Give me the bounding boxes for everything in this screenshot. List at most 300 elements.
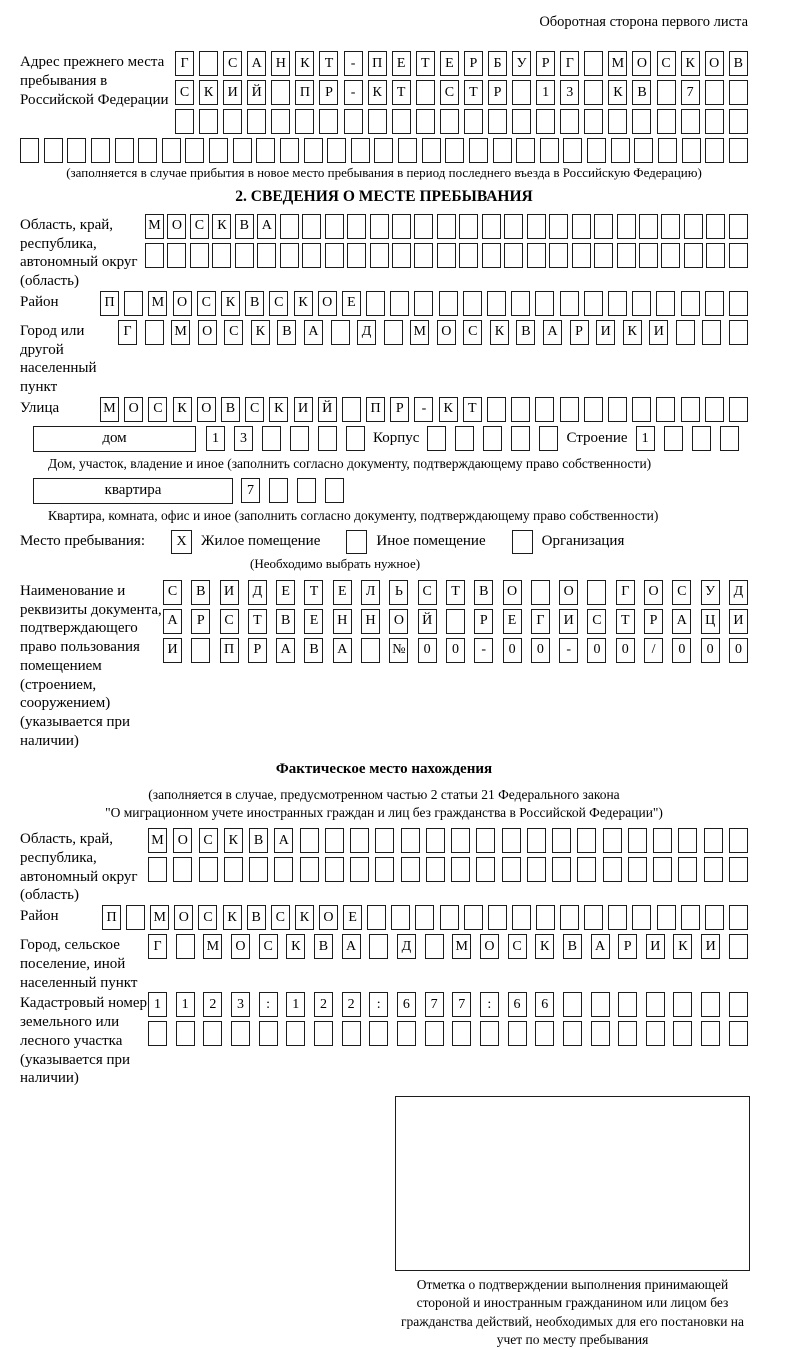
form-cell — [634, 138, 653, 163]
form-cell: И — [646, 934, 665, 959]
form-cell — [591, 992, 610, 1017]
form-cell — [300, 857, 319, 882]
stroenie-label: Строение — [566, 430, 628, 447]
form-cell — [628, 828, 647, 853]
form-cell: К — [286, 934, 305, 959]
form-cell — [681, 905, 700, 930]
form-cell — [390, 291, 409, 316]
residential-label: Жилое помещение — [201, 533, 321, 550]
form-cell: Р — [319, 80, 338, 105]
form-cell — [325, 857, 344, 882]
form-cell: 3 — [560, 80, 579, 105]
region-row-1 — [145, 214, 748, 239]
form-cell — [729, 1021, 748, 1046]
stroenie-cells — [636, 426, 739, 451]
form-cell: В — [632, 80, 651, 105]
form-cell — [167, 243, 186, 268]
form-cell — [274, 857, 293, 882]
form-cell — [511, 426, 530, 451]
cadastral-row-2 — [148, 1021, 748, 1046]
form-cell — [325, 243, 344, 268]
form-cell: К — [212, 214, 231, 239]
form-cell — [560, 905, 579, 930]
stay-option-residential — [171, 530, 320, 554]
form-cell: Б — [488, 51, 507, 76]
form-cell — [235, 243, 254, 268]
form-cell — [426, 857, 445, 882]
form-cell — [653, 857, 672, 882]
form-cell: С — [672, 580, 691, 605]
form-cell — [681, 109, 700, 134]
form-cell — [145, 243, 164, 268]
house-type-box: дом — [33, 426, 196, 452]
form-cell: А — [163, 609, 182, 634]
form-cell — [259, 1021, 278, 1046]
form-cell — [290, 426, 309, 451]
form-cell — [325, 214, 344, 239]
actual-location-title: Фактическое место нахождения — [275, 760, 493, 777]
form-cell: В — [191, 580, 210, 605]
form-cell: О — [389, 609, 408, 634]
form-cell: С — [463, 320, 482, 345]
form-cell — [203, 1021, 222, 1046]
form-cell — [502, 857, 521, 882]
form-cell — [464, 905, 483, 930]
form-cell: 0 — [531, 638, 550, 663]
form-cell — [611, 138, 630, 163]
form-cell: 0 — [587, 638, 606, 663]
region-row-2 — [145, 243, 748, 268]
form-cell: К — [490, 320, 509, 345]
form-cell: Е — [304, 609, 323, 634]
district-row — [100, 291, 748, 316]
form-cell: В — [249, 828, 268, 853]
form-cell: М — [171, 320, 190, 345]
form-cell — [701, 992, 720, 1017]
form-cell — [527, 243, 546, 268]
organization-checkbox — [512, 530, 533, 554]
form-cell — [302, 243, 321, 268]
form-cell — [445, 138, 464, 163]
actual-region-row-2 — [148, 857, 748, 882]
form-cell — [563, 1021, 582, 1046]
form-cell — [124, 291, 143, 316]
form-cell — [587, 580, 606, 605]
form-cell: Ь — [389, 580, 408, 605]
form-cell: С — [163, 580, 182, 605]
form-cell: И — [223, 80, 242, 105]
actual-district-label: Район — [20, 908, 59, 925]
form-cell — [437, 243, 456, 268]
form-cell: В — [277, 320, 296, 345]
form-cell — [173, 857, 192, 882]
form-cell — [594, 214, 613, 239]
form-cell — [681, 397, 700, 422]
form-cell: 0 — [503, 638, 522, 663]
form-cell: О — [319, 905, 338, 930]
form-cell: О — [705, 51, 724, 76]
form-cell — [67, 138, 86, 163]
form-cell — [729, 992, 748, 1017]
form-cell: Т — [319, 51, 338, 76]
form-cell — [563, 138, 582, 163]
form-cell: 2 — [314, 992, 333, 1017]
form-cell: Е — [503, 609, 522, 634]
form-cell: К — [223, 905, 242, 930]
stay-type-label: Место пребывания: — [20, 533, 145, 550]
form-cell: - — [344, 80, 363, 105]
form-cell: : — [480, 992, 499, 1017]
form-cell: В — [314, 934, 333, 959]
form-cell: Г — [118, 320, 137, 345]
cadastral-field — [20, 992, 748, 1088]
form-cell — [426, 828, 445, 853]
form-cell: М — [150, 905, 169, 930]
form-cell: Т — [616, 609, 635, 634]
form-cell: И — [220, 580, 239, 605]
form-cell: К — [294, 291, 313, 316]
form-cell: П — [368, 51, 387, 76]
form-cell — [280, 138, 299, 163]
form-cell: О — [173, 828, 192, 853]
form-cell — [126, 905, 145, 930]
form-cell — [527, 828, 546, 853]
form-cell — [325, 828, 344, 853]
form-cell: В — [474, 580, 493, 605]
form-cell — [199, 51, 218, 76]
form-cell — [209, 138, 228, 163]
form-cell — [437, 214, 456, 239]
form-cell: П — [220, 638, 239, 663]
form-cell — [549, 243, 568, 268]
form-cell — [516, 138, 535, 163]
form-cell: О — [231, 934, 250, 959]
form-cell — [632, 291, 651, 316]
form-cell: Е — [276, 580, 295, 605]
other-premises-label: Иное помещение — [376, 533, 486, 550]
actual-region-field — [20, 828, 748, 905]
city-row — [118, 320, 748, 345]
form-cell: 3 — [231, 992, 250, 1017]
form-cell — [233, 138, 252, 163]
form-cell — [367, 905, 386, 930]
form-cell — [451, 857, 470, 882]
form-cell — [681, 291, 700, 316]
form-cell — [476, 828, 495, 853]
form-cell: В — [276, 609, 295, 634]
form-cell: Н — [361, 609, 380, 634]
form-cell — [504, 214, 523, 239]
form-cell — [572, 243, 591, 268]
form-cell — [350, 857, 369, 882]
form-cell — [729, 934, 748, 959]
form-cell — [701, 1021, 720, 1046]
form-cell: Й — [247, 80, 266, 105]
form-cell — [269, 478, 288, 503]
form-cell — [280, 214, 299, 239]
form-cell — [392, 243, 411, 268]
form-cell — [271, 80, 290, 105]
form-cell: М — [410, 320, 429, 345]
form-cell — [392, 109, 411, 134]
form-cell: Д — [397, 934, 416, 959]
form-cell — [185, 138, 204, 163]
form-cell: И — [559, 609, 578, 634]
form-cell: В — [729, 51, 748, 76]
form-cell: Г — [531, 609, 550, 634]
document-row-3 — [163, 638, 748, 663]
form-cell: О — [318, 291, 337, 316]
form-cell — [488, 109, 507, 134]
form-cell: Р — [570, 320, 589, 345]
form-cell — [145, 320, 164, 345]
form-cell — [451, 828, 470, 853]
form-cell: А — [342, 934, 361, 959]
form-cell — [439, 291, 458, 316]
form-cell: К — [295, 51, 314, 76]
form-cell: И — [163, 638, 182, 663]
form-cell — [368, 109, 387, 134]
form-cell — [511, 291, 530, 316]
form-cell: О — [437, 320, 456, 345]
form-cell — [247, 109, 266, 134]
form-cell — [487, 397, 506, 422]
form-cell: С — [657, 51, 676, 76]
form-cell — [480, 1021, 499, 1046]
form-cell — [594, 243, 613, 268]
form-cell: А — [257, 214, 276, 239]
prev-address-row-1 — [175, 51, 748, 76]
form-cell: Т — [463, 397, 482, 422]
prev-address-row-3 — [175, 109, 748, 134]
actual-city-field — [20, 934, 748, 992]
form-cell — [729, 214, 748, 239]
form-cell: О — [632, 51, 651, 76]
apartment-note: Квартира, комната, офис и иное (заполнить согласно документу, подтверждающему право собственности) — [48, 507, 659, 523]
form-cell: О — [644, 580, 663, 605]
organization-label: Организация — [541, 533, 625, 550]
form-cell — [560, 109, 579, 134]
form-cell — [463, 291, 482, 316]
form-cell — [190, 243, 209, 268]
form-cell: С — [175, 80, 194, 105]
form-cell: : — [259, 992, 278, 1017]
form-cell: 6 — [397, 992, 416, 1017]
form-cell — [398, 138, 417, 163]
form-cell: 1 — [176, 992, 195, 1017]
form-cell: : — [369, 992, 388, 1017]
form-cell — [705, 905, 724, 930]
prev-address-note: (заполняется в случае прибытия в новое место пребывания в период последнего въезда в Российскую Федерацию) — [66, 165, 702, 180]
form-cell — [286, 1021, 305, 1046]
form-cell — [414, 291, 433, 316]
actual-city-label: Город, сельское поселение, иной населенный пункт — [20, 937, 138, 991]
form-cell — [512, 109, 531, 134]
form-cell — [300, 828, 319, 853]
form-cell — [440, 109, 459, 134]
form-cell — [673, 1021, 692, 1046]
actual-location-note — [20, 786, 748, 822]
form-cell: Е — [440, 51, 459, 76]
form-cell: 0 — [446, 638, 465, 663]
form-cell — [464, 109, 483, 134]
page-side-note: Оборотная сторона первого листа — [539, 14, 748, 30]
form-cell — [483, 426, 502, 451]
form-cell — [560, 397, 579, 422]
city-label: Город или другой населенный пункт — [20, 322, 97, 396]
form-cell: К — [673, 934, 692, 959]
form-cell — [729, 828, 748, 853]
form-cell: П — [295, 80, 314, 105]
form-cell: - — [414, 397, 433, 422]
form-cell: С — [259, 934, 278, 959]
form-cell — [591, 1021, 610, 1046]
form-cell: П — [100, 291, 119, 316]
form-cell — [676, 320, 695, 345]
form-cell — [369, 1021, 388, 1046]
form-cell: В — [304, 638, 323, 663]
form-cell: К — [269, 397, 288, 422]
form-cell — [476, 857, 495, 882]
form-cell: 3 — [234, 426, 253, 451]
form-cell: В — [563, 934, 582, 959]
form-cell — [632, 109, 651, 134]
form-cell — [603, 828, 622, 853]
form-cell — [577, 857, 596, 882]
street-row — [100, 397, 748, 422]
form-cell: 1 — [206, 426, 225, 451]
form-cell: О — [559, 580, 578, 605]
form-cell — [705, 397, 724, 422]
form-cell: П — [102, 905, 121, 930]
form-cell — [657, 80, 676, 105]
form-cell — [632, 905, 651, 930]
confirmation-stamp-area — [20, 1096, 748, 1349]
form-cell — [369, 934, 388, 959]
form-cell — [584, 905, 603, 930]
form-cell — [536, 905, 555, 930]
form-cell: 1 — [536, 80, 555, 105]
form-cell: С — [245, 397, 264, 422]
apartment-type-box: квартира — [33, 478, 233, 504]
document-row-2 — [163, 609, 748, 634]
form-cell: 1 — [148, 992, 167, 1017]
form-cell — [584, 80, 603, 105]
form-cell — [512, 80, 531, 105]
form-cell: А — [333, 638, 352, 663]
form-cell: Р — [536, 51, 555, 76]
form-cell — [374, 138, 393, 163]
form-cell: Г — [560, 51, 579, 76]
form-cell: 2 — [342, 992, 361, 1017]
city-field — [20, 320, 748, 397]
form-cell — [366, 291, 385, 316]
form-cell — [531, 580, 550, 605]
form-cell — [327, 138, 346, 163]
form-cell — [639, 214, 658, 239]
form-cell — [318, 426, 337, 451]
form-cell: М — [148, 828, 167, 853]
form-cell: К — [173, 397, 192, 422]
form-cell: К — [224, 828, 243, 853]
form-cell — [657, 109, 676, 134]
form-cell — [422, 138, 441, 163]
form-cell — [148, 1021, 167, 1046]
form-cell: М — [145, 214, 164, 239]
form-cell: А — [274, 828, 293, 853]
form-cell: В — [245, 291, 264, 316]
form-cell: И — [596, 320, 615, 345]
form-cell — [452, 1021, 471, 1046]
form-cell: В — [247, 905, 266, 930]
form-cell: 0 — [672, 638, 691, 663]
form-cell — [199, 109, 218, 134]
form-cell: М — [203, 934, 222, 959]
form-cell — [527, 214, 546, 239]
form-cell — [176, 934, 195, 959]
form-cell — [176, 1021, 195, 1046]
form-cell — [231, 1021, 250, 1046]
form-cell — [705, 138, 724, 163]
form-cell — [392, 214, 411, 239]
form-cell — [256, 138, 275, 163]
form-cell: С — [224, 320, 243, 345]
form-cell: М — [100, 397, 119, 422]
form-cell: 7 — [681, 80, 700, 105]
form-cell — [705, 291, 724, 316]
form-cell: С — [508, 934, 527, 959]
form-cell — [706, 214, 725, 239]
form-cell — [414, 243, 433, 268]
form-cell: О — [198, 320, 217, 345]
form-cell: Т — [248, 609, 267, 634]
actual-note-line-2: "О миграционном учете иностранных граждан и лиц без гражданства в Российской Федерации") — [105, 804, 663, 820]
form-cell — [587, 138, 606, 163]
form-cell — [469, 138, 488, 163]
confirmation-stamp-box — [395, 1096, 750, 1271]
form-cell: Р — [464, 51, 483, 76]
form-cell: 7 — [452, 992, 471, 1017]
form-cell: О — [503, 580, 522, 605]
document-label: Наименование и реквизиты документа, подтверждающего право пользования помещением (строением, сооружением) (указывается при наличии) — [20, 582, 162, 749]
form-cell: О — [197, 397, 216, 422]
form-cell — [535, 291, 554, 316]
form-cell — [720, 426, 739, 451]
form-cell: А — [304, 320, 323, 345]
form-cell: К — [439, 397, 458, 422]
prev-address-row-4 — [20, 138, 748, 163]
form-cell: 0 — [616, 638, 635, 663]
form-cell: Р — [618, 934, 637, 959]
form-cell: Е — [333, 580, 352, 605]
form-cell — [535, 397, 554, 422]
form-cell — [661, 214, 680, 239]
form-cell — [440, 905, 459, 930]
form-cell: В — [235, 214, 254, 239]
form-cell: К — [535, 934, 554, 959]
form-cell: С — [190, 214, 209, 239]
form-cell: В — [516, 320, 535, 345]
form-cell — [639, 243, 658, 268]
form-cell — [44, 138, 63, 163]
form-cell — [375, 828, 394, 853]
form-cell: Й — [418, 609, 437, 634]
form-cell — [351, 138, 370, 163]
form-cell: И — [701, 934, 720, 959]
form-cell: Т — [392, 80, 411, 105]
form-cell: О — [124, 397, 143, 422]
form-cell: Е — [392, 51, 411, 76]
